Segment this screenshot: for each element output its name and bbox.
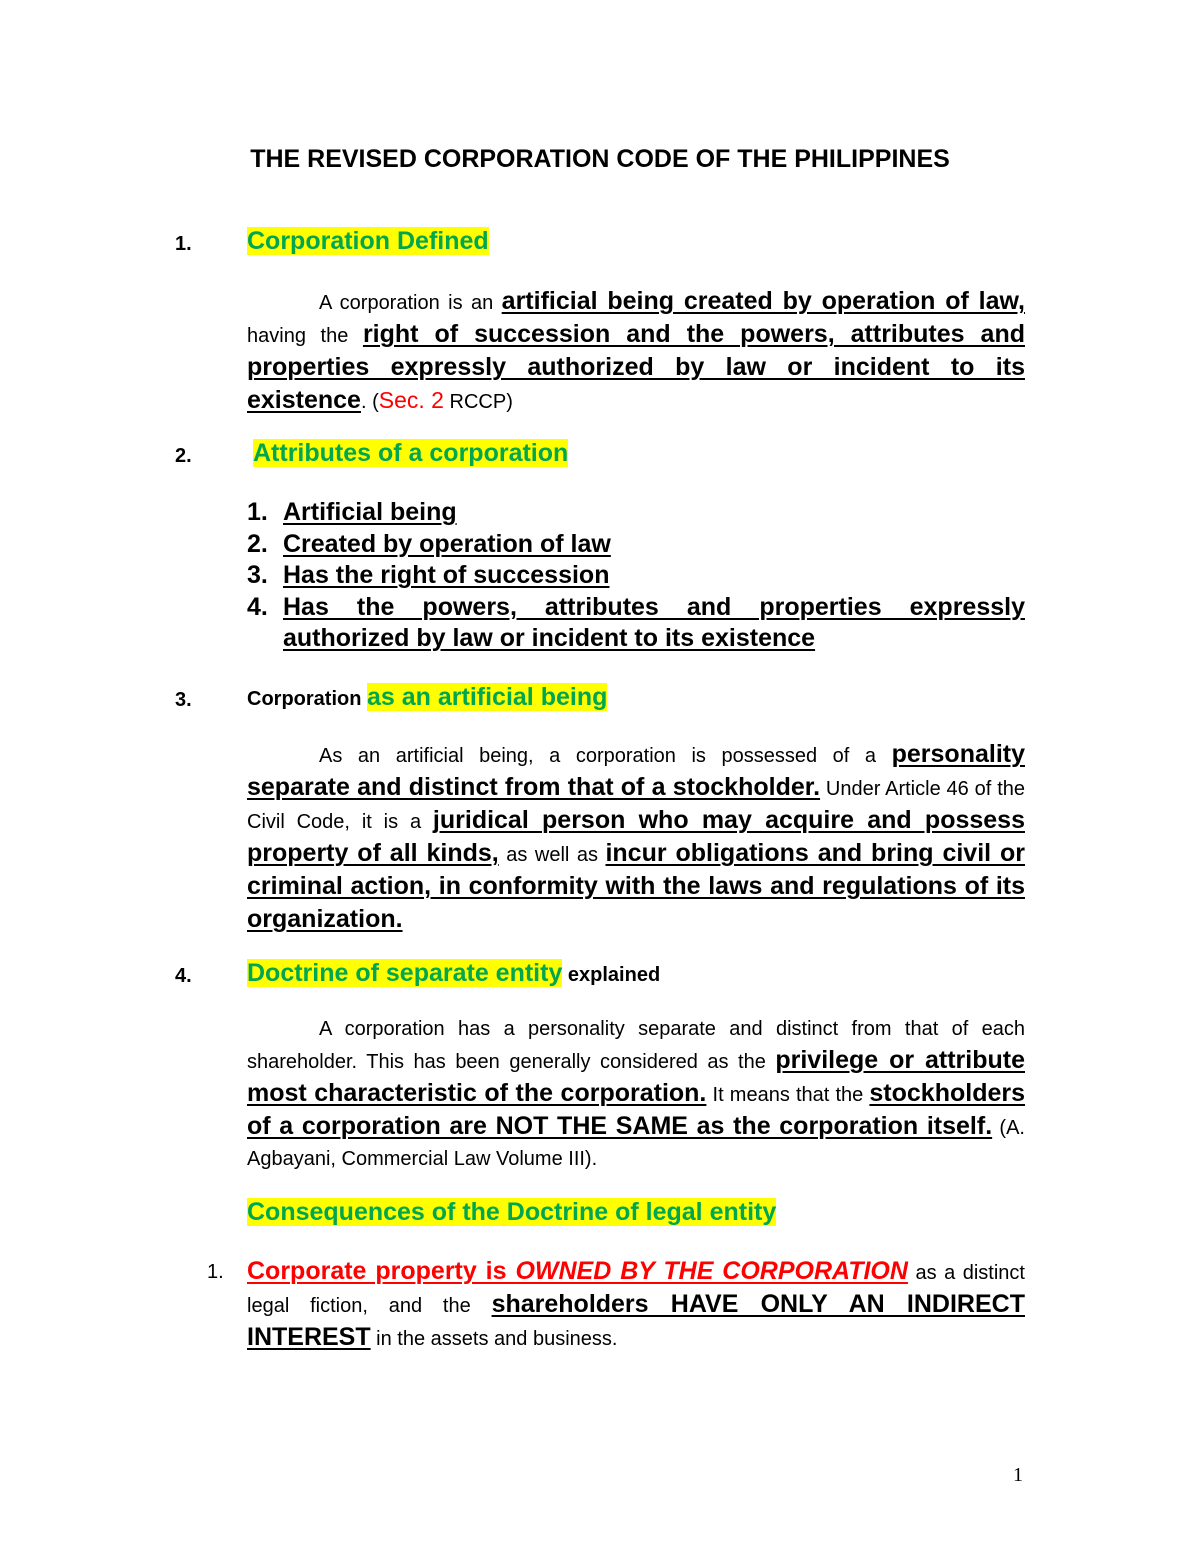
section-3-number: 3. [175, 689, 192, 711]
section-4-heading-suffix: explained [562, 964, 661, 986]
entity-text-3: (A. Agbayani, Commercial Law Volume III). [247, 1117, 1025, 1170]
section-3-heading-plain: Corporation [247, 688, 367, 710]
page-number: 1 [1013, 1464, 1023, 1486]
artificial-bold-1: personality separate and distinct from that of a stockholder. [247, 740, 1025, 801]
consequence-1-text [247, 1256, 1025, 1355]
section-3-heading-text: as an artificial being [367, 683, 608, 711]
attributes-list [247, 497, 1025, 655]
list-item [247, 592, 1025, 655]
section-1-number: 1. [175, 233, 192, 255]
section-1-heading [247, 225, 489, 257]
list-item-number: 1. [247, 498, 268, 526]
consequence-text-2: in the assets and business. [370, 1328, 618, 1350]
artificial-bold-3: incur obligations and bring civil or criminal action, in conformity with the laws and regulations of its organization. [247, 839, 1025, 933]
definition-bold-2: right of succession and the powers, attributes and properties expressly authorized by law or incident to its existence [247, 320, 1025, 414]
list-item-number: 2. [247, 529, 268, 558]
section-3-heading [247, 681, 607, 717]
definition-bold-1: artificial being created by operation of law, [501, 287, 1025, 315]
section-2-heading-text: Attributes of a corporation [253, 439, 569, 467]
list-item [247, 497, 1025, 529]
entity-text-2: It means that the [706, 1084, 870, 1106]
consequence-red-1: Corporate property is [247, 1257, 516, 1285]
list-item-text: Artificial being [283, 498, 457, 526]
section-2-number: 2. [175, 445, 192, 467]
list-item-text: Has the powers, attributes and properties expressly authorized by law or incident to its existence [283, 592, 1025, 652]
definition-text-1: A corporation is an [319, 292, 502, 314]
list-item-text: Has the right of succession [283, 561, 610, 589]
consequence-bold-1: shareholders HAVE ONLY AN INDIRECT INTEREST [247, 1290, 1025, 1351]
consequence-text-1: as a distinct legal fiction, and the [247, 1262, 1025, 1317]
definition-text-2: having the [247, 325, 363, 347]
artificial-text-3: as well as [498, 844, 606, 866]
artificial-bold-2: juridical person who may acquire and possess property of all kinds, [247, 806, 1025, 867]
consequences-heading-text: Consequences of the Doctrine of legal entity [247, 1198, 777, 1226]
definition-section-ref: Sec. 2 [378, 387, 444, 413]
list-item [247, 529, 1025, 561]
list-item-number: 3. [247, 561, 268, 589]
definition-text-4: RCCP) [443, 391, 513, 413]
section-4-number: 4. [175, 965, 192, 987]
section-4-heading-text: Doctrine of separate entity [247, 959, 563, 987]
definition-paragraph [247, 286, 1025, 418]
section-2-heading [253, 437, 568, 469]
consequence-1-number: 1. [207, 1261, 224, 1283]
artificial-text-1: As an artificial being, a corporation is possessed of a [319, 745, 892, 767]
consequences-heading [247, 1196, 776, 1228]
section-1-heading-text: Corporation Defined [247, 227, 489, 255]
artificial-text-2: Under Article 46 of the Civil Code, it is a [247, 778, 1025, 833]
consequence-red-2: OWNED BY THE CORPORATION [515, 1257, 908, 1285]
list-item [247, 560, 1025, 592]
section-4-heading [247, 957, 660, 993]
entity-text-1: A corporation has a personality separate and distinct from that of each shareholder. This has been generally considered as the [247, 1018, 1025, 1073]
document-title: THE REVISED CORPORATION CODE OF THE PHILIPPINES [250, 145, 950, 173]
list-item-text: Created by operation of law [283, 529, 611, 558]
artificial-being-paragraph [247, 739, 1025, 937]
list-item-number: 4. [247, 592, 268, 621]
entity-bold-1: privilege or attribute most characteristic of the corporation. [247, 1046, 1026, 1107]
separate-entity-paragraph [247, 1014, 1025, 1175]
entity-bold-2: stockholders of a corporation are NOT THE SAME as the corporation itself. [247, 1079, 1026, 1140]
definition-text-3: . ( [360, 391, 379, 413]
